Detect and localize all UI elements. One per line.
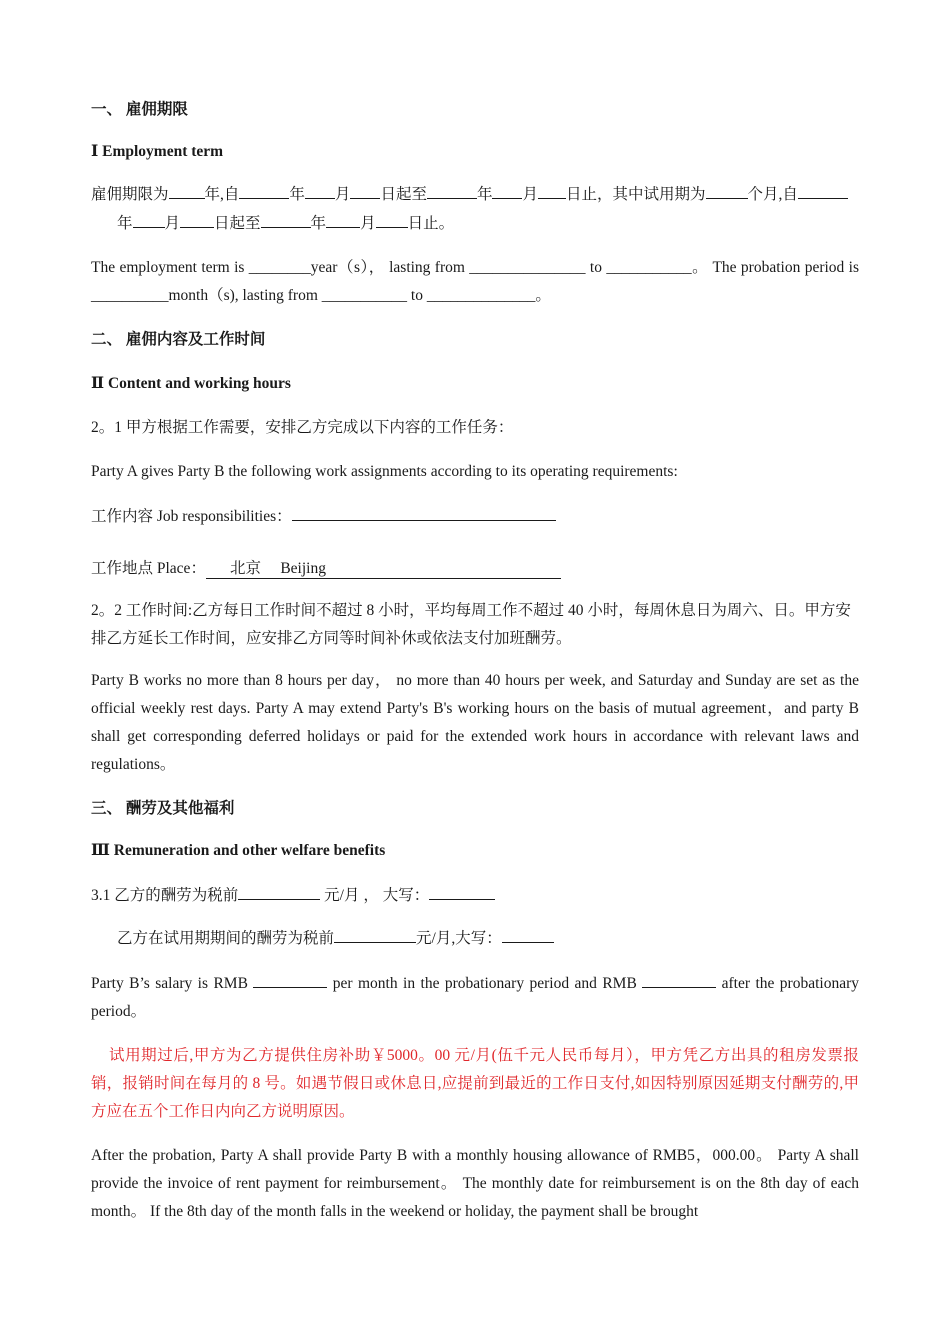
section2-heading-cn: 二、 雇佣内容及工作时间 [91,331,266,348]
section2-heading-en: Ⅱ Content and working hours [91,375,291,392]
contract-page [91,96,859,1226]
clause-3-1-salary: 3.1 乙方的酬劳为税前 元/月 ， 大写： [91,881,859,910]
clause-2-1-cn: 2。1 甲方根据工作需要，安排乙方完成以下内容的工作任务： [91,419,514,436]
work-place-line: 工作地点 Place： 北京 Beijing [91,555,859,583]
section1-heading-en: Ⅰ Employment term [91,143,224,160]
section1-term-en: The employment term is ________year（s）， lasting from _______________ to ___________。 The probation period is __________month（s), lasting from ___________ to ______________。 [91,259,859,304]
housing-allowance-en: After the probation, Party A shall provide Party B with a monthly housing allowance of RMB5，000.00。 Party A shall provide the invoice of rent payment for reimbursement。 The monthly date for reimbursement is on the 8th day of each month。 If the 8th day of the month falls in the weekend or holiday, the payment shall be brought [91,1147,859,1220]
section1-heading-cn: 一、 雇佣期限 [91,101,188,118]
clause-3-1-probation-salary: 乙方在试用期期间的酬劳为税前 元/月,大写： [91,924,859,953]
section1-term-cn: 雇佣期限为 年,自 年 月 日起至 年 月 日止，其中试用期为 个月,自年 月 日起至 年 月 日止。 [91,180,859,238]
job-responsibilities-line: 工作内容 Job responsibilities： [91,502,859,531]
housing-allowance-cn: 试用期过后,甲方为乙方提供住房补助￥5000。00 元/月(伍千元人民币每月），甲方凭乙方出具的租房发票报销，报销时间在每月的 8 号。如遇节假日或休息日,应提前到最近的工作日支付,如因特别原因延期支付酬劳的,甲方应在五个工作日内向乙方说明原因。 [91,1047,859,1120]
work-place-value: 北京 Beijing [206,560,561,579]
clause-2-2-en: Party B works no more than 8 hours per day， no more than 40 hours per week, and Saturday and Sunday are set as the official weekly rest days. Party A may extend Party's B's working hours on the basis of mutual agreement，and party B shall get corresponding deferred holidays or paid for the extended work hours in accordance with relevant laws and regulations。 [91,672,859,773]
clause-2-1-en: Party A gives Party B the following work assignments according to its operating requirements: [91,463,678,480]
section3-heading-cn: 三、 酬劳及其他福利 [91,800,235,817]
salary-en: Party B’s salary is RMB per month in the probationary period and RMB after the probationary period。 [91,969,859,1026]
clause-2-2-cn: 2。2 工作时间:乙方每日工作时间不超过 8 小时，平均每周工作不超过 40 小时，每周休息日为周六、日。甲方安排乙方延长工作时间，应安排乙方同等时间补休或依法支付加班酬劳。 [91,602,851,647]
section3-heading-en: Ⅲ Remuneration and other welfare benefits [91,842,386,859]
